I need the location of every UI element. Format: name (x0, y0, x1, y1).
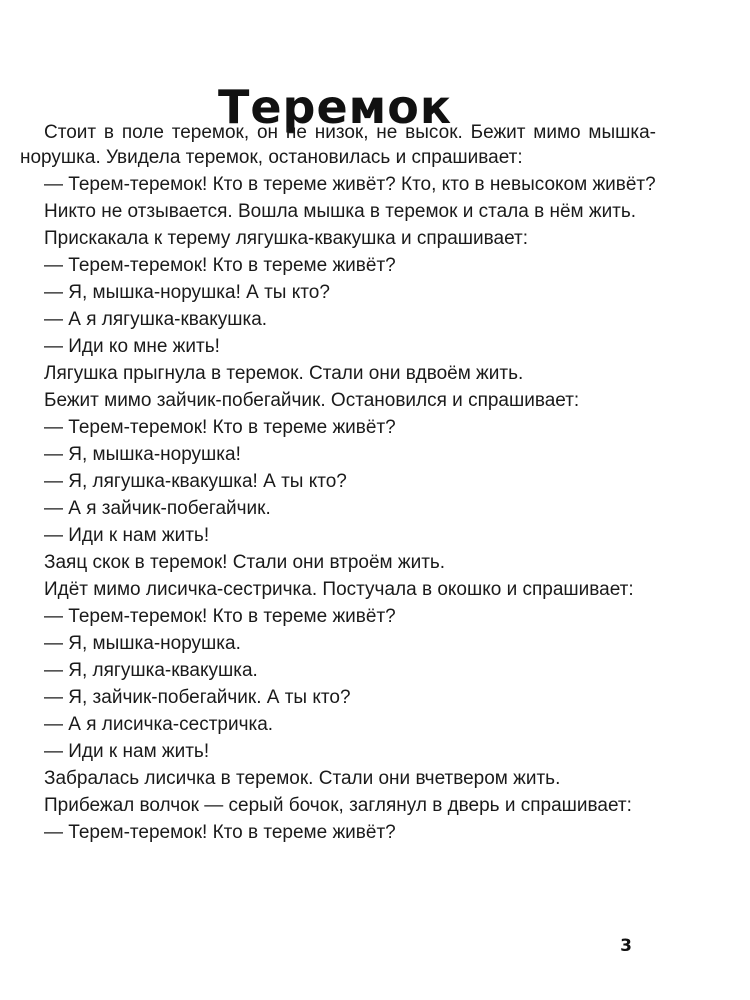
paragraph: Прибежал волчок — серый бочок, заглянул в дверь и спрашивает: (44, 795, 632, 816)
paragraph: — Терем-теремок! Кто в тереме живёт? (44, 606, 396, 627)
paragraph: — Терем-теремок! Кто в тереме живёт? Кто, кто в невысоком живёт? (44, 174, 656, 195)
paragraph: — Я, лягушка-квакушка! А ты кто? (44, 471, 347, 492)
paragraph: — Иди ко мне жить! (44, 336, 220, 357)
paragraph: — Иди к нам жить! (44, 525, 210, 546)
paragraph: — Я, мышка-норушка. (44, 633, 241, 654)
paragraph: — Я, лягушка-квакушка. (44, 660, 258, 681)
paragraph: — Терем-теремок! Кто в тереме живёт? (44, 417, 396, 438)
paragraph: Лягушка прыгнула в теремок. Стали они вдвоём жить. (44, 363, 524, 384)
page-number: 3 (620, 936, 632, 956)
story-text (20, 120, 656, 847)
paragraph: — Терем-теремок! Кто в тереме живёт? (44, 822, 396, 843)
page-title: Теремок (217, 79, 453, 134)
paragraph: — Я, мышка-норушка! А ты кто? (44, 282, 330, 303)
paragraph: — Я, мышка-норушка! (44, 444, 241, 465)
paragraph: Прискакала к терему лягушка-квакушка и спрашивает: (44, 228, 529, 249)
paragraph: Заяц скок в теремок! Стали они втроём жить. (44, 552, 446, 573)
paragraph: — Иди к нам жить! (44, 741, 210, 762)
paragraph: Стоит в поле теремок, он не низок, не высок. Бежит мимо мышка-норушка. Увидела теремок, остановилась и спрашивает: (20, 122, 656, 168)
paragraph: Бежит мимо зайчик-побегайчик. Остановился и спрашивает: (44, 390, 580, 411)
paragraph: — Терем-теремок! Кто в тереме живёт? (44, 255, 396, 276)
paragraph: Никто не отзывается. Вошла мышка в теремок и стала в нём жить. (44, 201, 637, 222)
paragraph: Забралась лисичка в теремок. Стали они вчетвером жить. (44, 768, 561, 789)
paragraph: — А я лисичка-сестричка. (44, 714, 274, 735)
paragraph: — Я, зайчик-побегайчик. А ты кто? (44, 687, 351, 708)
paragraph: — А я зайчик-побегайчик. (44, 498, 271, 519)
paragraph: — А я лягушка-квакушка. (44, 309, 268, 330)
paragraph: Идёт мимо лисичка-сестричка. Постучала в окошко и спрашивает: (44, 579, 634, 600)
